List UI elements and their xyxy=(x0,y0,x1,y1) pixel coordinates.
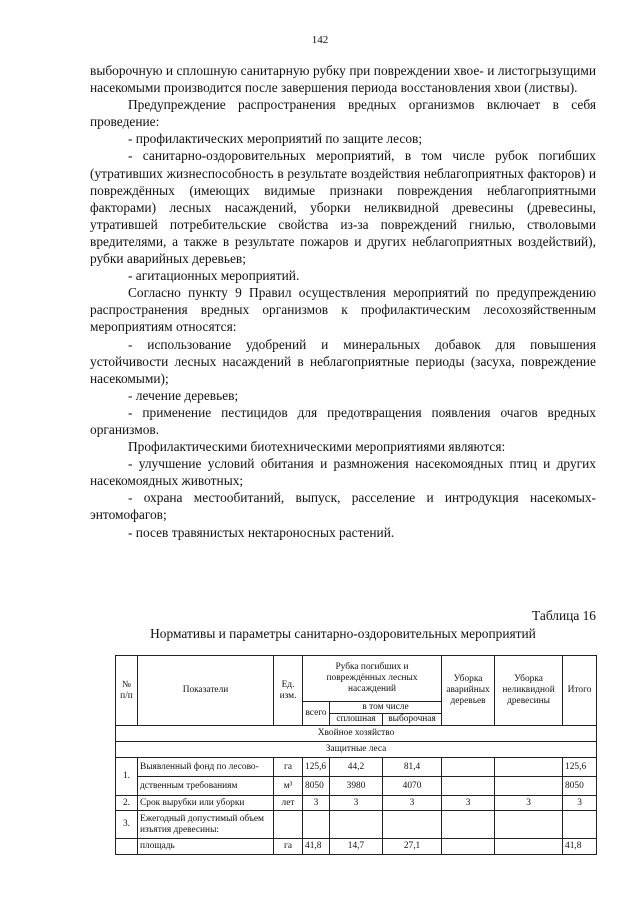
row-emergency: 3 xyxy=(442,796,495,811)
body-text xyxy=(90,62,596,541)
row-result xyxy=(563,811,597,839)
row-total xyxy=(303,811,330,839)
row-unit: лет xyxy=(274,796,303,811)
row-num xyxy=(116,839,138,855)
table-row xyxy=(116,811,597,839)
header-emergency: Уборка аварийных деревьев xyxy=(442,656,495,726)
row-unit xyxy=(274,811,303,839)
row-illiquid xyxy=(495,839,563,855)
table-row xyxy=(116,796,597,811)
list-item: - агитационных мероприятий. xyxy=(128,268,300,284)
header-unit: Ед. изм. xyxy=(274,656,303,726)
header-clear: сплошная xyxy=(330,714,383,726)
table-title: Нормативы и параметры санитарно-оздоровительных мероприятий xyxy=(150,626,536,641)
paragraph: Профилактическими биотехническими мероприятиями являются: xyxy=(128,439,506,455)
row-total: 8050 xyxy=(303,777,330,796)
row-illiquid xyxy=(495,777,563,796)
row-result: 41,8 xyxy=(563,839,597,855)
table-section-row xyxy=(116,726,597,742)
header-felling-group: Рубка погибших и повреждённых лесных насаждений xyxy=(303,656,442,702)
row-label: дственным требованиям xyxy=(138,777,274,796)
row-clear: 3980 xyxy=(330,777,383,796)
paragraph: выборочную и сплошную санитарную рубку при повреждении хвое- и листогрызущими насекомыми производится после завершения периода восстановления хвои (листвы). xyxy=(90,63,596,96)
row-selective: 27,1 xyxy=(383,839,442,855)
row-total: 125,6 xyxy=(303,758,330,777)
list-item: - охрана местообитаний, выпуск, расселение и интродукция насекомых-энтомофагов; xyxy=(90,490,596,523)
row-num: 3. xyxy=(116,811,138,839)
list-item: - лечение деревьев; xyxy=(128,387,239,403)
row-result: 3 xyxy=(563,796,597,811)
row-clear xyxy=(330,811,383,839)
header-selective: выборочная xyxy=(383,714,442,726)
row-label: площадь xyxy=(138,839,274,855)
subsection-title: Защитные леса xyxy=(116,742,597,758)
row-unit: м³ xyxy=(274,777,303,796)
row-unit: га xyxy=(274,758,303,777)
list-item: - санитарно-оздоровительных мероприятий, в том числе рубок погибших (утративших жизнеспособность в результате воздействия неблагоприятных факторов) и повреждённых (имеющих видимые признаки повреждения неблагоприятными факторами) лесных насаждений, уборки неликвидной древесины (древесины, утратившей потребительские свойства из-за повреждений гнилью, стволовыми вредителями, а также в результате пожаров и других неблагоприятных воздействий), рубки аварийных деревьев; xyxy=(90,148,596,267)
list-item: - применение пестицидов для предотвращения появления очагов вредных организмов. xyxy=(90,404,596,437)
row-total: 41,8 xyxy=(303,839,330,855)
row-selective: 81,4 xyxy=(383,758,442,777)
norms-table xyxy=(115,655,597,855)
list-item: - посев травянистых нектароносных растений. xyxy=(128,524,395,540)
table-row xyxy=(116,839,597,855)
row-clear: 14,7 xyxy=(330,839,383,855)
table-row xyxy=(116,777,597,796)
row-emergency xyxy=(442,839,495,855)
row-illiquid: 3 xyxy=(495,796,563,811)
row-total: 3 xyxy=(303,796,330,811)
list-item: - улучшение условий обитания и размножения насекомоядных птиц и других насекомоядных животных; xyxy=(90,456,596,489)
header-including: в том числе xyxy=(330,702,442,714)
list-item: - профилактических мероприятий по защите лесов; xyxy=(128,131,423,147)
header-illiquid: Уборка неликвидной древесины xyxy=(495,656,563,726)
row-num: 1. xyxy=(116,758,138,796)
row-label: Ежегодный допустимый объем изъятия древесины: xyxy=(138,811,274,839)
row-emergency xyxy=(442,758,495,777)
row-selective: 3 xyxy=(383,796,442,811)
row-label: Выявленный фонд по лесово- xyxy=(138,758,274,777)
row-num: 2. xyxy=(116,796,138,811)
page-number: 142 xyxy=(311,34,329,46)
row-unit: га xyxy=(274,839,303,855)
row-result: 125,6 xyxy=(563,758,597,777)
table-subsection-row xyxy=(116,742,597,758)
row-selective: 4070 xyxy=(383,777,442,796)
list-item: - использование удобрений и минеральных добавок для повышения устойчивости лесных насаждений в неблагоприятные периоды (засуха, повреждение насекомыми); xyxy=(90,336,596,386)
section-title: Хвойное хозяйство xyxy=(116,726,597,742)
table-row xyxy=(116,758,597,777)
row-illiquid xyxy=(495,811,563,839)
paragraph: Согласно пункту 9 Правил осуществления мероприятий по предупреждению распространения вредных организмов к профилактическим лесохозяйственным мероприятиям относятся: xyxy=(90,285,596,335)
header-total: всего xyxy=(303,702,330,726)
header-result: Итого xyxy=(563,656,597,726)
table-header-row xyxy=(116,656,597,702)
row-label: Срок вырубки или уборки xyxy=(138,796,274,811)
row-result: 8050 xyxy=(563,777,597,796)
row-illiquid xyxy=(495,758,563,777)
table-caption: Таблица 16 xyxy=(532,608,596,623)
row-clear: 44,2 xyxy=(330,758,383,777)
row-clear: 3 xyxy=(330,796,383,811)
header-indicators: Показатели xyxy=(138,656,274,726)
row-emergency xyxy=(442,811,495,839)
paragraph: Предупреждение распространения вредных организмов включает в себя проведение: xyxy=(90,97,596,130)
row-emergency xyxy=(442,777,495,796)
header-num: № п/п xyxy=(116,656,138,726)
row-selective xyxy=(383,811,442,839)
